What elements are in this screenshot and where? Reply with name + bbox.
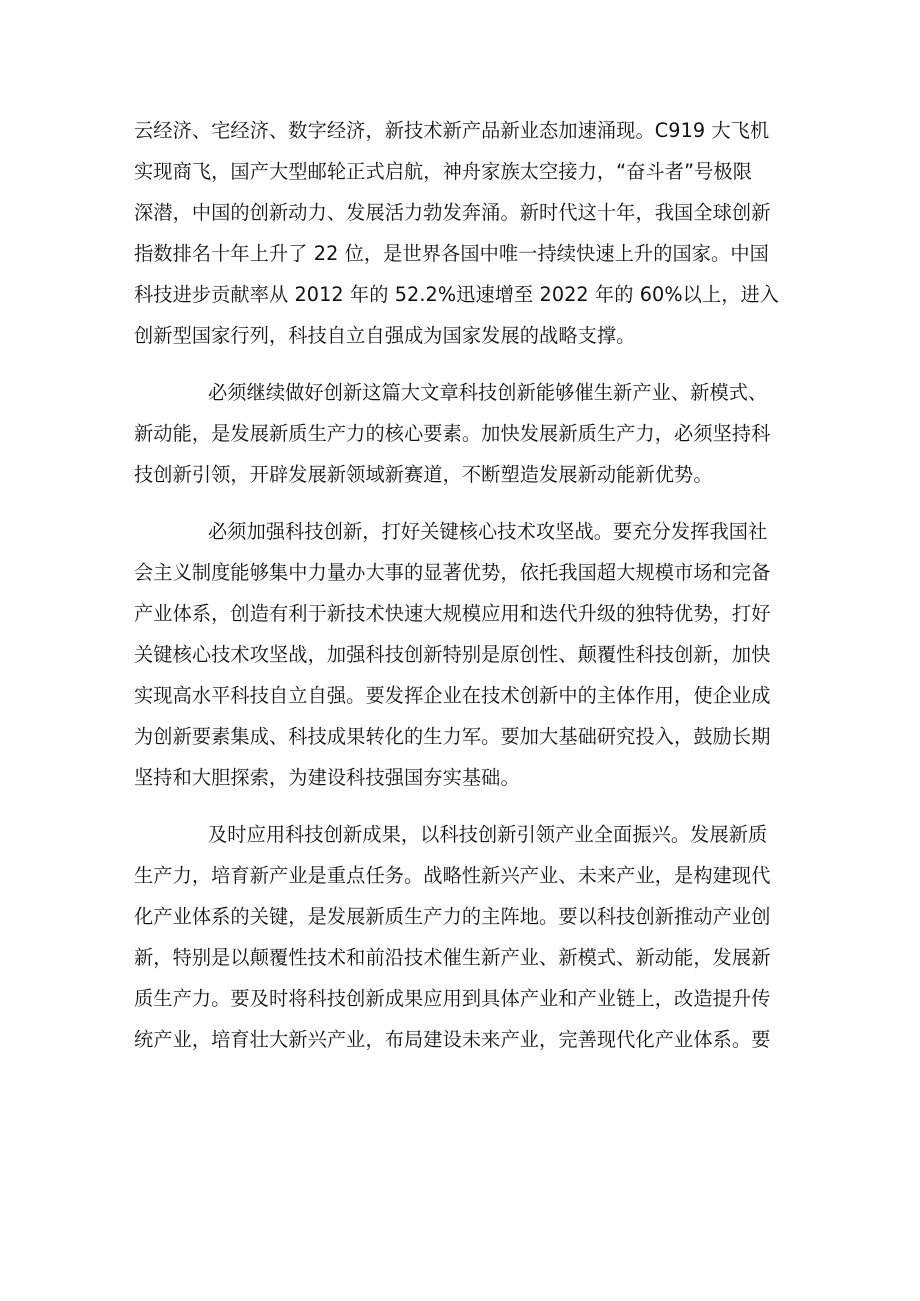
paragraph-3 [134, 511, 794, 798]
paragraph-1 [134, 110, 794, 356]
text-line: 关键核心技术攻坚战，加强科技创新特别是原创性、颠覆性科技创新，加快 [134, 643, 771, 666]
text-line: 坚持和大胆探索，为建设科技强国夯实基础。 [134, 766, 520, 789]
text-line: 必须加强科技创新，打好关键核心技术攻坚战。要充分发挥我国社 [208, 520, 768, 543]
text-line: 质生产力。要及时将科技创新成果应用到具体产业和产业链上，改造提升传 [134, 987, 771, 1010]
text-line: 必须继续做好创新这篇大文章科技创新能够催生新产业、新模式、 [208, 381, 768, 404]
paragraph-2 [134, 372, 794, 495]
text-line: 为创新要素集成、科技成果转化的生力军。要加大基础研究投入，鼓励长期 [134, 725, 771, 748]
text-line: 会主义制度能够集中力量办大事的显著优势，依托我国超大规模市场和完备 [134, 561, 771, 584]
text-line: 创新型国家行列，科技自立自强成为国家发展的战略支撑。 [134, 324, 636, 347]
paragraph-4 [134, 814, 794, 1060]
text-line: 实现商飞，国产大型邮轮正式启航，神舟家族太空接力，“奋斗者”号极限 [134, 160, 752, 183]
text-line: 科技进步贡献率从 2012 年的 52.2%迅速增至 2022 年的 60%以上，进入 [134, 283, 780, 306]
text-line: 统产业，培育壮大新兴产业，布局建设未来产业，完善现代化产业体系。要 [134, 1028, 771, 1051]
text-line: 及时应用科技创新成果，以科技创新引领产业全面振兴。发展新质 [208, 823, 768, 846]
text-line: 云经济、宅经济、数字经济，新技术新产品新业态加速涌现。C919 大飞机 [134, 119, 770, 142]
text-line: 深潜，中国的创新动力、发展活力勃发奔涌。新时代这十年，我国全球创新 [134, 201, 771, 224]
text-line: 生产力，培育新产业是重点任务。战略性新兴产业、未来产业，是构建现代 [134, 864, 771, 887]
text-line: 新动能，是发展新质生产力的核心要素。加快发展新质生产力，必须坚持科 [134, 422, 771, 445]
text-line: 技创新引领，开辟发展新领域新赛道，不断塑造发展新动能新优势。 [134, 463, 713, 486]
text-line: 产业体系，创造有利于新技术快速大规模应用和迭代升级的独特优势，打好 [134, 602, 771, 625]
text-line: 指数排名十年上升了 22 位，是世界各国中唯一持续快速上升的国家。中国 [134, 242, 769, 265]
document-page [134, 110, 794, 1060]
text-line: 实现高水平科技自立自强。要发挥企业在技术创新中的主体作用，使企业成 [134, 684, 771, 707]
text-line: 化产业体系的关键，是发展新质生产力的主阵地。要以科技创新推动产业创 [134, 905, 771, 928]
text-line: 新，特别是以颠覆性技术和前沿技术催生新产业、新模式、新动能，发展新 [134, 946, 771, 969]
